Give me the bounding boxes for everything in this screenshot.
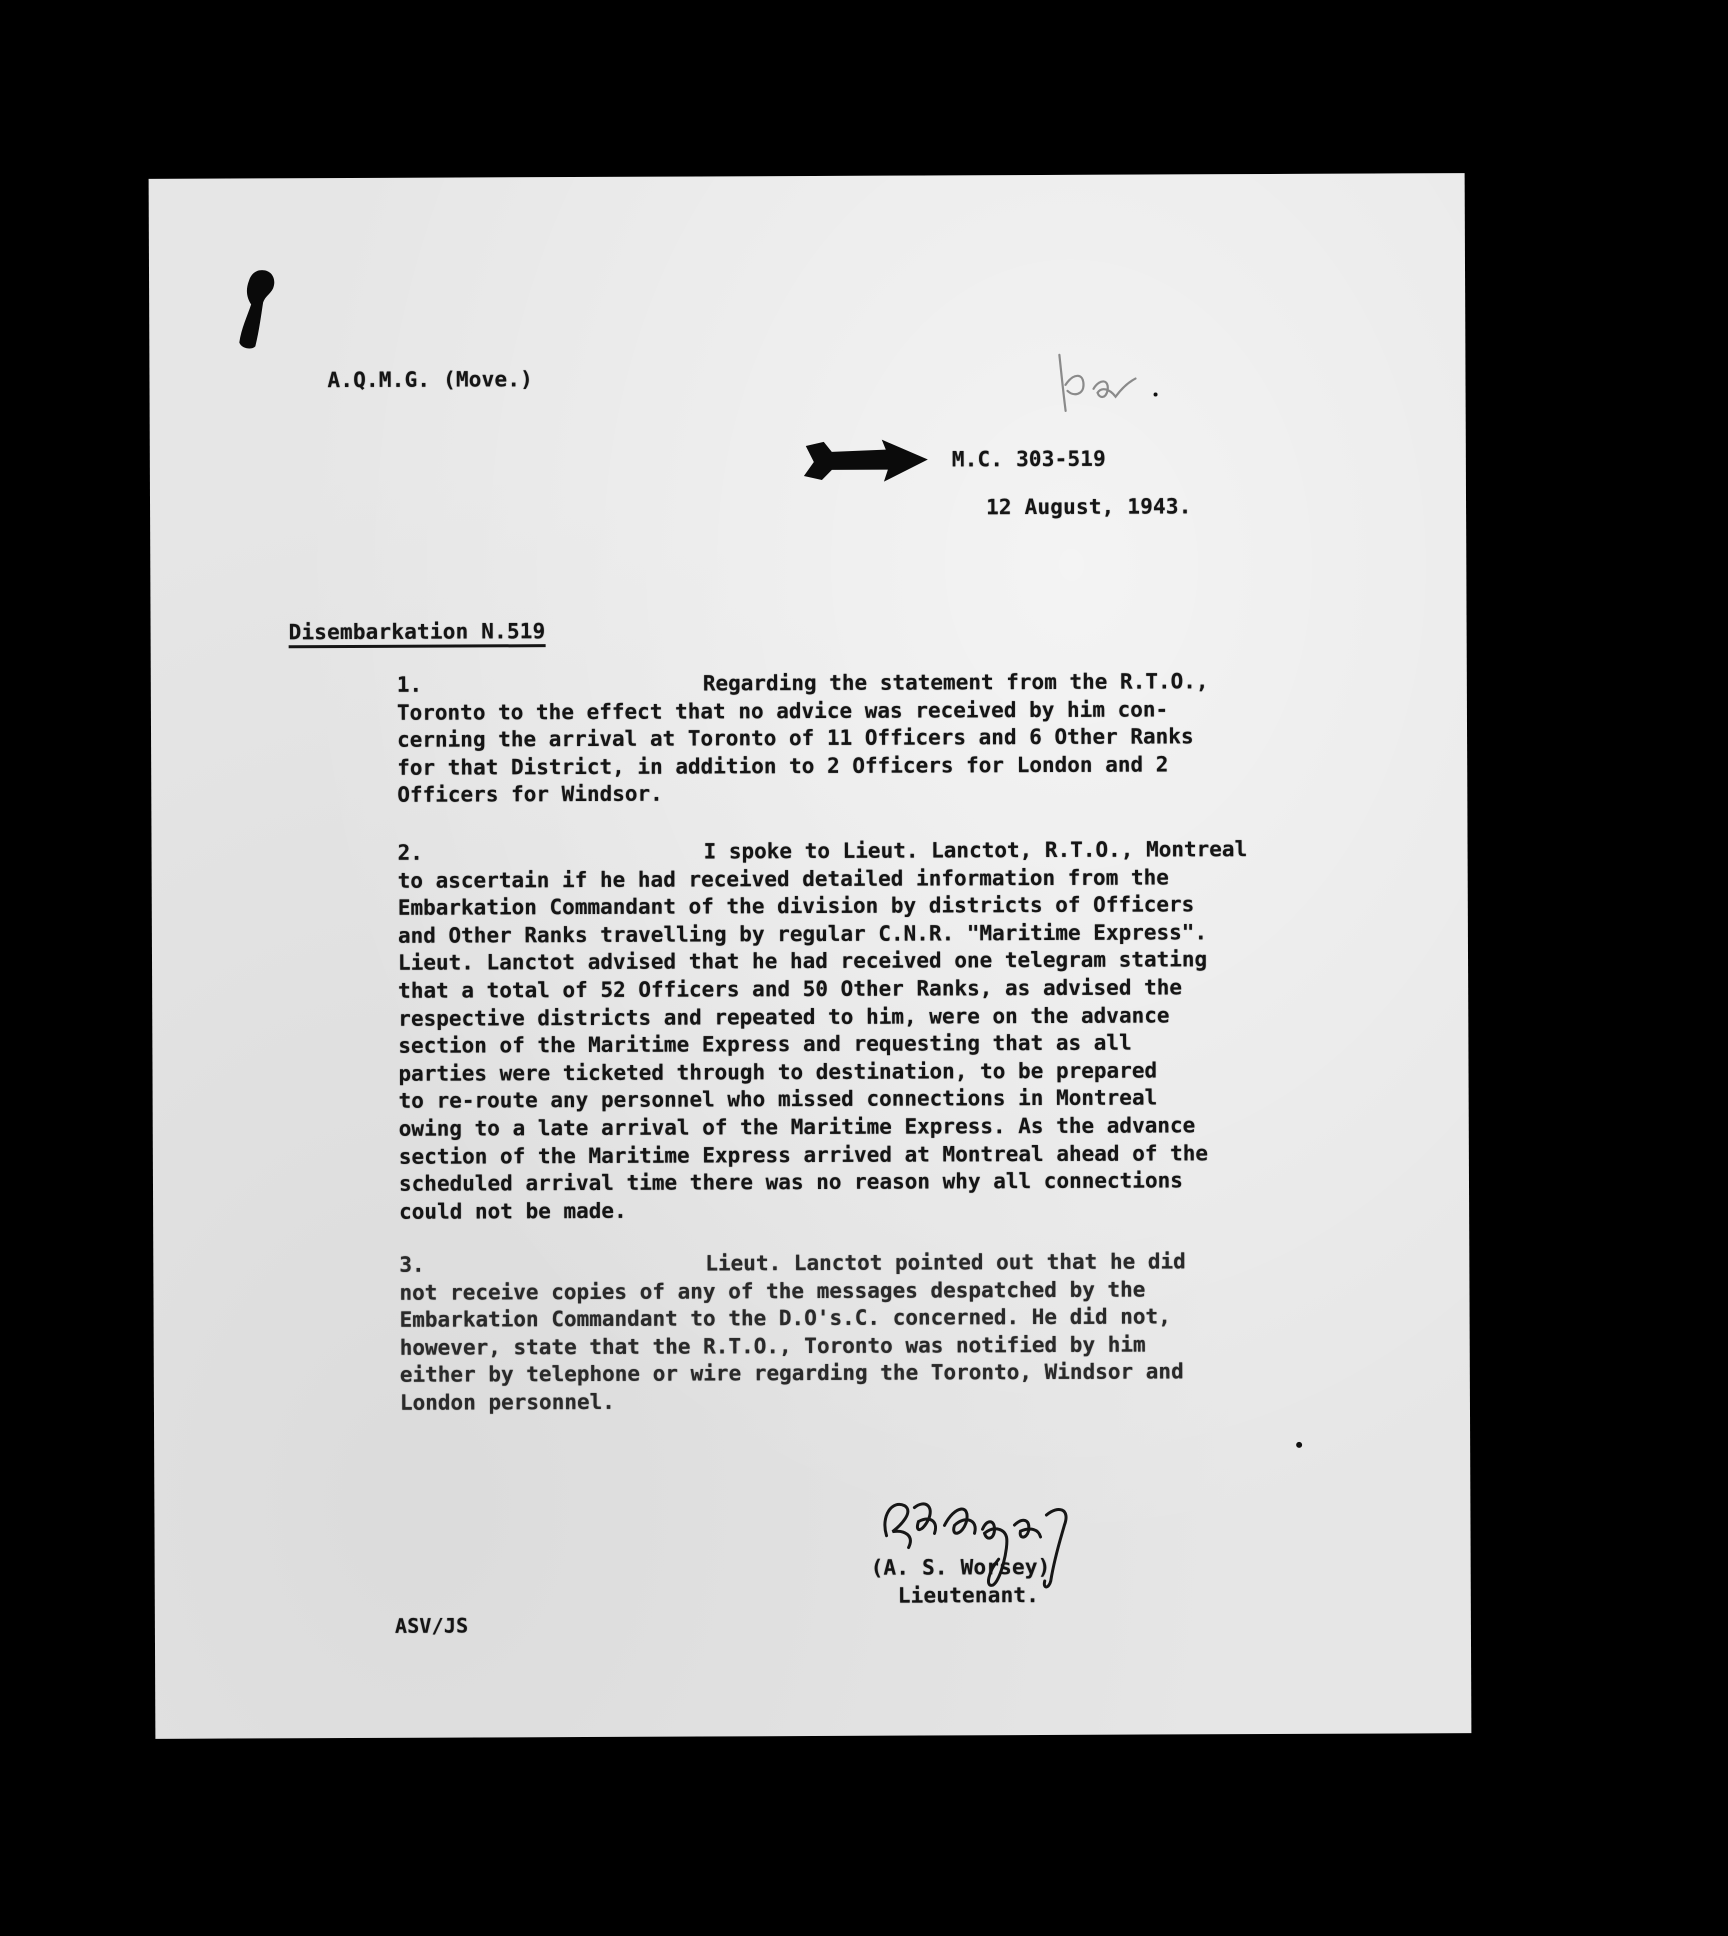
- paragraph-3: [399, 1248, 1300, 1417]
- ink-speck: [1296, 1442, 1302, 1448]
- signatory-rank: Lieutenant.: [897, 1583, 1040, 1608]
- file-reference: M.C. 303-519: [951, 446, 1107, 472]
- ink-speck: [1154, 392, 1158, 396]
- paragraph-2: [397, 836, 1299, 1226]
- arrow-stamp-icon: [802, 437, 932, 484]
- paragraph-1: [397, 668, 1298, 810]
- signatory-name: (A. S. Worsey): [870, 1554, 1051, 1580]
- punch-hole-mark: [237, 268, 277, 358]
- paragraph-text: I spoke to Lieut. Lanctot, R.T.O., Montreal to ascertain if he had received detailed information from the Embarkation Commandant of the division by districts of Officers and Other Ranks travelling by regular C.N.R. "Maritime Express". Lieut. Lanctot advised that he had received one telegram stating that a total of 52 Officers and 50 Other Ranks, as advised the respective districts and repeated to him, were on the advance section of the Maritime Express and requesting that as all parties were ticketed through to destination, to be prepared to re-route any personnel who missed connections in Montreal owing to a late arrival of the Maritime Express. As the advance section of the Maritime Express arrived at Montreal ahead of the scheduled arrival time there was no reason why all connections could not be made.: [397, 837, 1248, 1224]
- reference-initials: ASV/JS: [394, 1613, 469, 1638]
- paragraph-text: Regarding the statement from the R.T.O., Toronto to the effect that no advice was received by him con- cerning the arrival at Toronto of 11 Officers and 6 Other Ranks for that District, in addition to 2 Officers for London and 2 Officers for Windsor.: [396, 669, 1209, 808]
- letter-date: 12 August, 1943.: [985, 494, 1192, 520]
- pencil-annotation: [1049, 345, 1139, 415]
- subject-line: Disembarkation N.519: [289, 619, 546, 648]
- addressee: A.Q.M.G. (Move.): [327, 367, 534, 393]
- document-page: [149, 173, 1472, 1739]
- paragraph-number: 3.: [399, 1252, 425, 1277]
- paragraph-text: Lieut. Lanctot pointed out that he did not receive copies of any of the messages despatched by the Embarkation Commandant to the D.O's.C. concerned. He did not, however, state that the R.T.O., Toronto was notified by him either by telephone or wire regarding the Toronto, Windsor and London personnel.: [399, 1249, 1186, 1415]
- paragraph-number: 1.: [396, 672, 423, 697]
- paragraph-number: 2.: [397, 840, 423, 865]
